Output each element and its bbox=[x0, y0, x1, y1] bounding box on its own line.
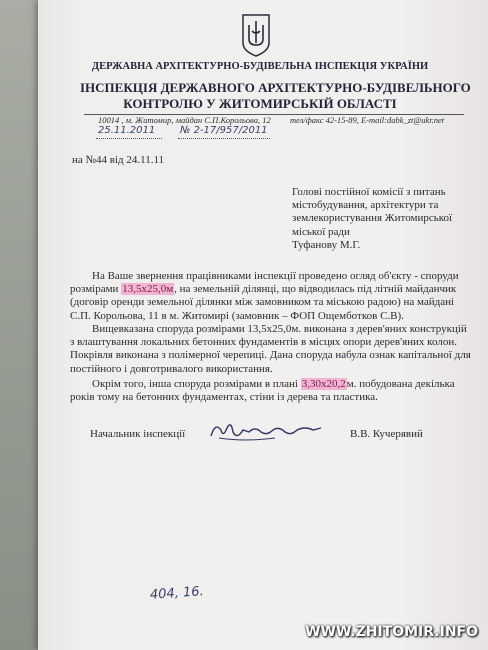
registration-date: 25.11.2011 bbox=[98, 125, 156, 136]
paragraph-line: На Ваше звернення працівниками інспекції проведено огляд об'єкту - споруди bbox=[92, 270, 459, 282]
office-address: 10014 , м. Житомир, майдан С.П.Корольова, 12 bbox=[98, 115, 271, 125]
inspection-name-line2: КОНТРОЛЮ У ЖИТОМИРСЬКІЙ ОБЛАСТІ bbox=[123, 96, 397, 111]
paragraph-line bbox=[70, 283, 460, 296]
paragraph-line: постійного і довготривалого використання. bbox=[70, 362, 273, 375]
number-underline bbox=[178, 138, 270, 139]
paragraph-line bbox=[70, 378, 460, 391]
text-run: Окрім того, інша споруда розмірами в плані bbox=[92, 378, 301, 390]
paragraph-line: (договір оренди земельної ділянки між замовником та міською радою) на майдані bbox=[70, 296, 455, 309]
paragraph-line: років тому на бетонних фундаментах, стіни із дерева та пластика. bbox=[70, 391, 378, 404]
paragraph-line: з влаштування локальних бетонних фундаментів в місцях опори дерев'яних колон. bbox=[70, 336, 457, 349]
paragraph-line: Покрівля виконана з полімерної черепиці. Дана споруда набула ознак капітальної для bbox=[70, 349, 471, 362]
addressee-line: міської ради bbox=[292, 225, 350, 238]
paragraph-line: С.П. Корольова, 11 в м. Житомирі (замовник – ФОП Ощемботков С.В). bbox=[70, 309, 404, 322]
agency-name: ДЕРЖАВНА АРХІТЕКТУРНО-БУДІВЕЛЬНА ІНСПЕКЦІЯ УКРАЇНИ bbox=[91, 61, 429, 72]
text-run: м. побудована декілька bbox=[346, 378, 455, 390]
paragraph-3 bbox=[70, 378, 460, 404]
paragraph-line: Вищевказана споруда розмірами 13,5х25,0м. виконана з дерев'яних конструкцій bbox=[92, 323, 467, 335]
handwritten-signature bbox=[205, 418, 325, 444]
date-underline bbox=[96, 138, 162, 139]
addressee-block bbox=[292, 186, 472, 252]
reference-line: на №44 від 24.11.11 bbox=[72, 154, 165, 166]
signatory-name: В.В. Кучерявий bbox=[350, 428, 423, 440]
signatory-title: Начальник інспекції bbox=[90, 428, 186, 440]
addressee-line: Голові постійної комісії з питань bbox=[292, 186, 446, 198]
site-watermark: WWW.ZHITOMIR.INFO bbox=[305, 624, 478, 640]
highlighted-dimensions: 3,30х20,2 bbox=[301, 378, 346, 390]
trident-emblem bbox=[241, 13, 271, 57]
highlighted-dimensions: 13,5х25,0м bbox=[122, 283, 174, 296]
inspection-name-line1: ІНСПЕКЦІЯ ДЕРЖАВНОГО АРХІТЕКТУРНО-БУДІВЕЛЬНОГО bbox=[80, 80, 471, 95]
addressee-line: Туфанову М.Г. bbox=[292, 238, 361, 251]
text-run: , на земельній ділянці, що відводилась під літній майданчик bbox=[174, 283, 457, 296]
addressee-line: землекористування Житомирської bbox=[292, 212, 453, 225]
office-contacts: тел/факс 42-15-89, E-mail:dabk_zt@ukr.net bbox=[290, 115, 445, 125]
addressee-line: містобудування, архітектури та bbox=[292, 199, 439, 212]
registration-number: № 2-17/957/2011 bbox=[180, 125, 268, 136]
text-run: розмірами bbox=[70, 283, 122, 296]
paragraph-2 bbox=[70, 323, 471, 376]
handwritten-note: 404, 16. bbox=[149, 584, 205, 603]
paragraph-1 bbox=[70, 270, 460, 323]
